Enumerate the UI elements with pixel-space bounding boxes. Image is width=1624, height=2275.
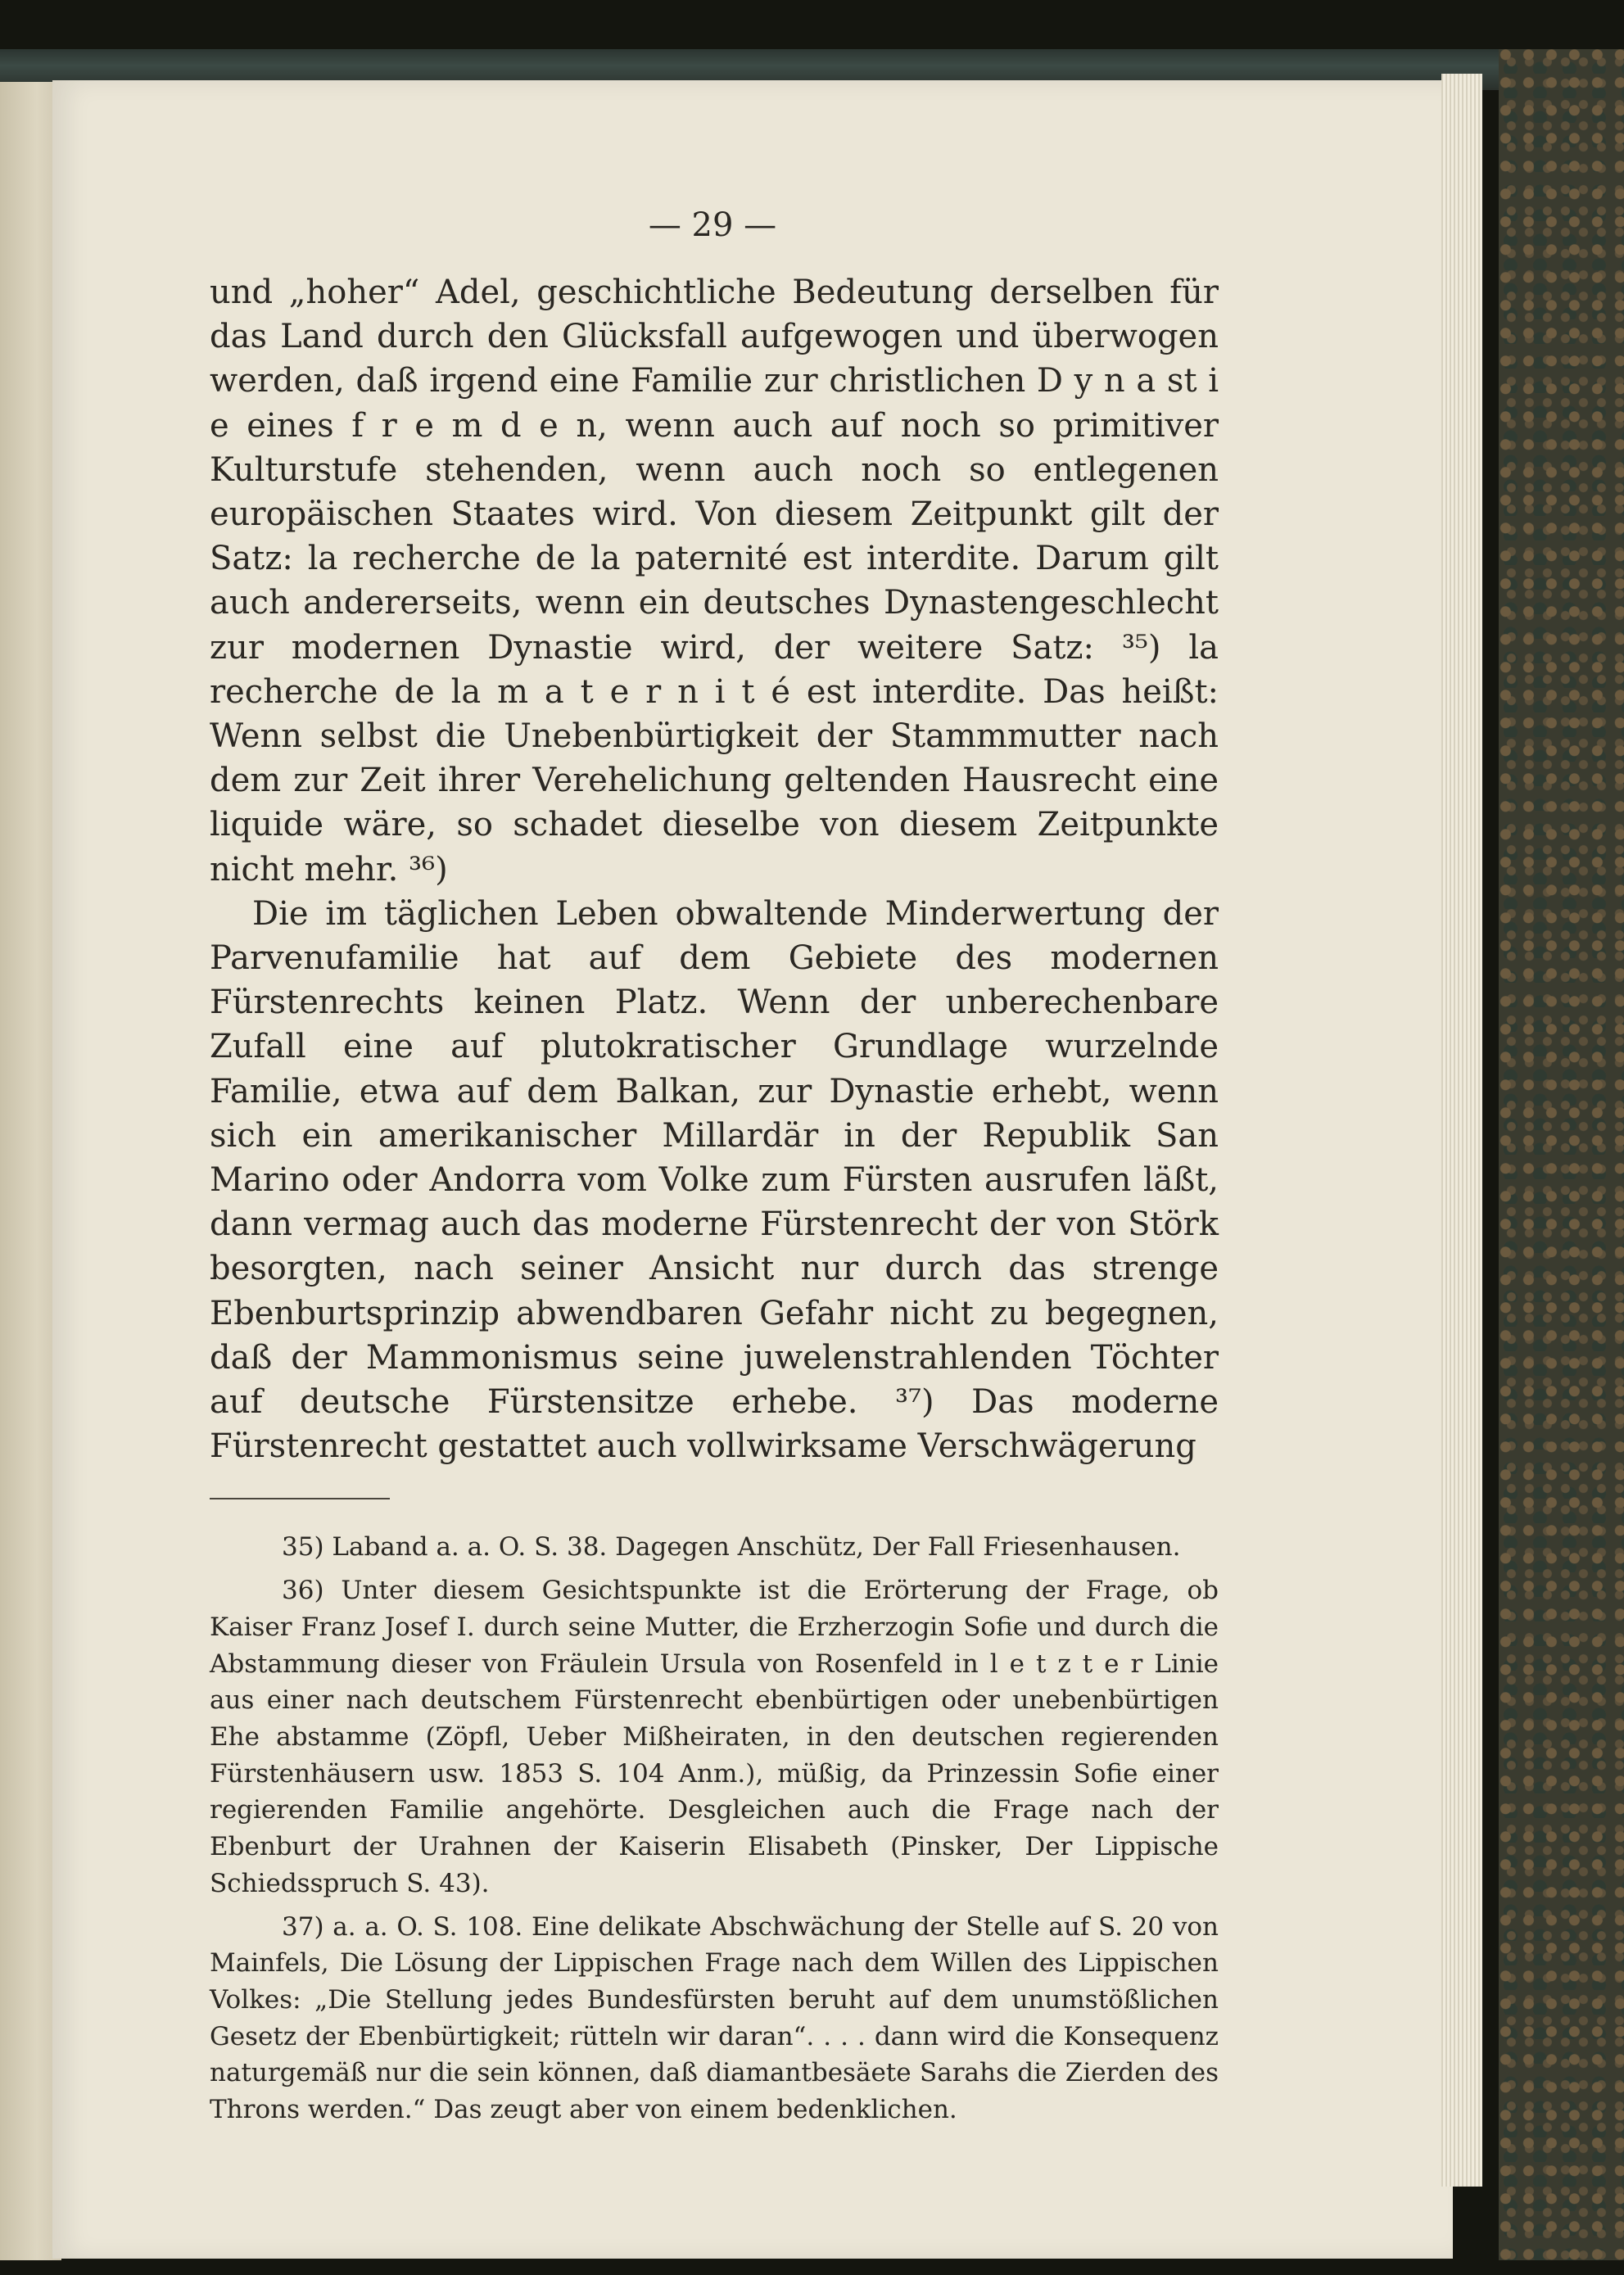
footnotes: [210, 1529, 1219, 2128]
book-cover-marbled: [1499, 49, 1624, 2260]
page-number: — 29 —: [648, 206, 777, 244]
footnote: 36) Unter diesem Gesichtspunkte ist die Erörterung der Frage, ob Kaiser Franz Josef I. durch seine Mutter, die Erzherzogin Sofie und durch die Abstammung dieser von Fräulein Ursula von Rosenfeld in l e t z t e r Linie aus einer nach deutschem Fürstenrecht ebenbürtigen oder unebenbürtigen Ehe abstamme (Zöpfl, Ueber Mißheiraten, in den deutschen regierenden Fürstenhäusern usw. 1853 S. 104 Anm.), müßig, da Prinzessin Sofie einer regierenden Familie angehörte. Desgleichen auch die Frage nach der Ebenburt der Urahnen der Kaiserin Elisabeth (Pinsker, Der Lippische Schiedsspruch S. 43).: [210, 1576, 1219, 1898]
paragraph: Die im täglichen Leben obwaltende Minderwertung der Parvenufamilie hat auf dem Gebiete des modernen Fürstenrechts keinen Platz. Wenn der unberechenbare Zufall eine auf plutokratischer Grundlage wurzelnde Familie, etwa auf dem Balkan, zur Dynastie erhebt, wenn sich ein amerikanischer Millardär in der Republik San Marino oder Andorra vom Volke zum Fürsten ausrufen läßt, dann vermag auch das moderne Fürstenrecht der von Störk besorgten, nach seiner Ansicht nur durch das strenge Ebenburtsprinzip abwendbaren Gefahr nicht zu begegnen, daß der Mammonismus seine juwelenstrahlenden Töchter auf deutsche Fürstensitze erhebe. ³⁷) Das moderne Fürstenrecht gestattet auch vollwirksame Verschwägerung: [210, 894, 1219, 1466]
footnote: 37) a. a. O. S. 108. Eine delikate Abschwächung der Stelle auf S. 20 von Mainfels, Die Lösung der Lippischen Frage nach dem Willen des Lippischen Volkes: „Die Stellung jedes Bundesfürsten beruht auf dem unumstößlichen Gesetz der Ebenbürtigkeit; rütteln wir daran“. . . . dann wird die Konsequenz naturgemäß nur die sein können, daß diamantbesäete Sarahs die Zierden des Throns werden.“ Das zeugt aber von einem bedenklichen.: [210, 1911, 1219, 2125]
page-stack-edge: [1441, 74, 1482, 2187]
paragraph: und „hoher“ Adel, geschichtliche Bedeutung derselben für das Land durch den Glücksfall aufgewogen und überwogen werden, daß irgend eine Familie zur christlichen D y n a st i e eines f r e m d e n, wenn auch auf noch so primitiver Kulturstufe stehenden, wenn auch noch so entlegenen europäischen Staates wird. Von diesem Zeitpunkt gilt der Satz: la recherche de la paternité est interdite. Darum gilt auch andererseits, wenn ein deutsches Dynastengeschlecht zur modernen Dynastie wird, der weitere Satz: ³⁵) la recherche de la m a t e r n i t é est interdite. Das heißt: Wenn selbst die Unebenbürtigkeit der Stammmutter nach dem zur Zeit ihrer Verehelichung geltenden Hausrecht eine liquide wäre, so schadet dieselbe von diesem Zeitpunkte nicht mehr. ³⁶): [210, 274, 1219, 889]
footnote-divider: [210, 1498, 390, 1499]
footnote: 35) Laband a. a. O. S. 38. Dagegen Anschütz, Der Fall Friesenhausen.: [282, 1532, 1181, 1563]
page-text: [210, 270, 1219, 2128]
body-text: [210, 270, 1219, 1468]
